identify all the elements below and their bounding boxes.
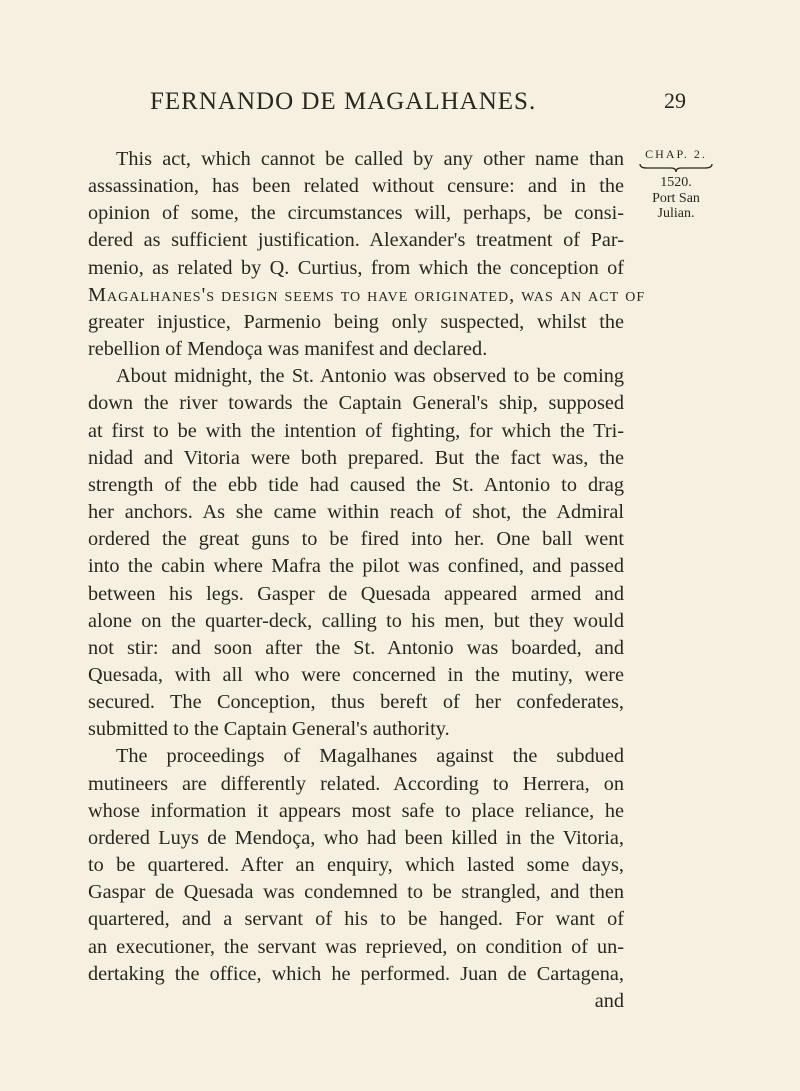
- running-title: FERNANDO DE MAGALHANES.: [150, 88, 537, 115]
- text-line: Quesada, with all who were concerned in the mutiny, were: [88, 663, 624, 686]
- text-line: About midnight, the St. Antonio was observed to be coming: [116, 365, 624, 388]
- body-text: [88, 146, 646, 1015]
- text-line: Gaspar de Quesada was condemned to be strangled, and then: [88, 881, 624, 904]
- brace-icon: [639, 163, 713, 173]
- text-line: rebellion of Mendoça was manifest and declared.: [88, 338, 488, 361]
- text-line: an executioner, the servant was reprieved, on condition of un-: [88, 935, 624, 958]
- page-header: [150, 88, 686, 128]
- text-line: not stir: and soon after the St. Antonio was boarded, and: [88, 636, 624, 659]
- text-line: submitted to the Captain General's authority.: [88, 718, 450, 741]
- margin-chapter: CHAP. 2.: [645, 147, 707, 161]
- margin-note: [636, 146, 716, 221]
- text-line: greater injustice, Parmenio being only suspected, whilst the: [88, 310, 624, 333]
- text-line: alone on the quarter-deck, calling to his men, but they would: [88, 609, 624, 632]
- text-line: dertaking the office, which he performed. Juan de Cartagena,: [88, 962, 624, 985]
- text-line: nidad and Vitoria were both prepared. But the fact was, the: [88, 446, 624, 469]
- margin-place-line-1: Port San: [652, 191, 700, 206]
- text-line: Magalhanes's design seems to have originated, was an act of: [88, 283, 646, 306]
- catchword: and: [594, 989, 624, 1012]
- text-line: between his legs. Gasper de Quesada appeared armed and: [88, 582, 624, 605]
- text-line: ordered Luys de Mendoça, who had been killed in the Vitoria,: [88, 826, 624, 849]
- text-line: ordered the great guns to be fired into her. One ball went: [88, 528, 624, 551]
- text-line: mutineers are differently related. According to Herrera, on: [88, 772, 624, 795]
- page-number: 29: [664, 88, 686, 113]
- text-line: dered as sufficient justification. Alexander's treatment of Par-: [88, 229, 624, 252]
- text-line: whose information it appears most safe to place reliance, he: [88, 799, 624, 822]
- text-line: into the cabin where Mafra the pilot was confined, and passed: [88, 555, 624, 578]
- text-line: her anchors. As she came within reach of shot, the Admiral: [88, 501, 624, 524]
- text-line: secured. The Conception, thus bereft of her confederates,: [88, 691, 624, 714]
- text-line: The proceedings of Magalhanes against the subdued: [116, 745, 624, 768]
- text-line: at first to be with the intention of fighting, for which the Tri-: [88, 419, 624, 442]
- text-line: menio, as related by Q. Curtius, from which the conception of: [88, 256, 624, 279]
- text-line: opinion of some, the circumstances will, perhaps, be consi-: [88, 202, 624, 225]
- text-line: to be quartered. After an enquiry, which lasted some days,: [88, 854, 624, 877]
- text-line: down the river towards the Captain General's ship, supposed: [88, 392, 624, 415]
- text-line: strength of the ebb tide had caused the St. Antonio to drag: [88, 473, 624, 496]
- margin-place-line-2: Julian.: [657, 206, 695, 221]
- text-line: This act, which cannot be called by any other name than: [116, 148, 624, 170]
- text-line: quartered, and a servant of his to be hanged. For want of: [88, 908, 624, 931]
- text-line: assassination, has been related without censure: and in the: [88, 175, 624, 198]
- margin-year: 1520.: [660, 175, 692, 190]
